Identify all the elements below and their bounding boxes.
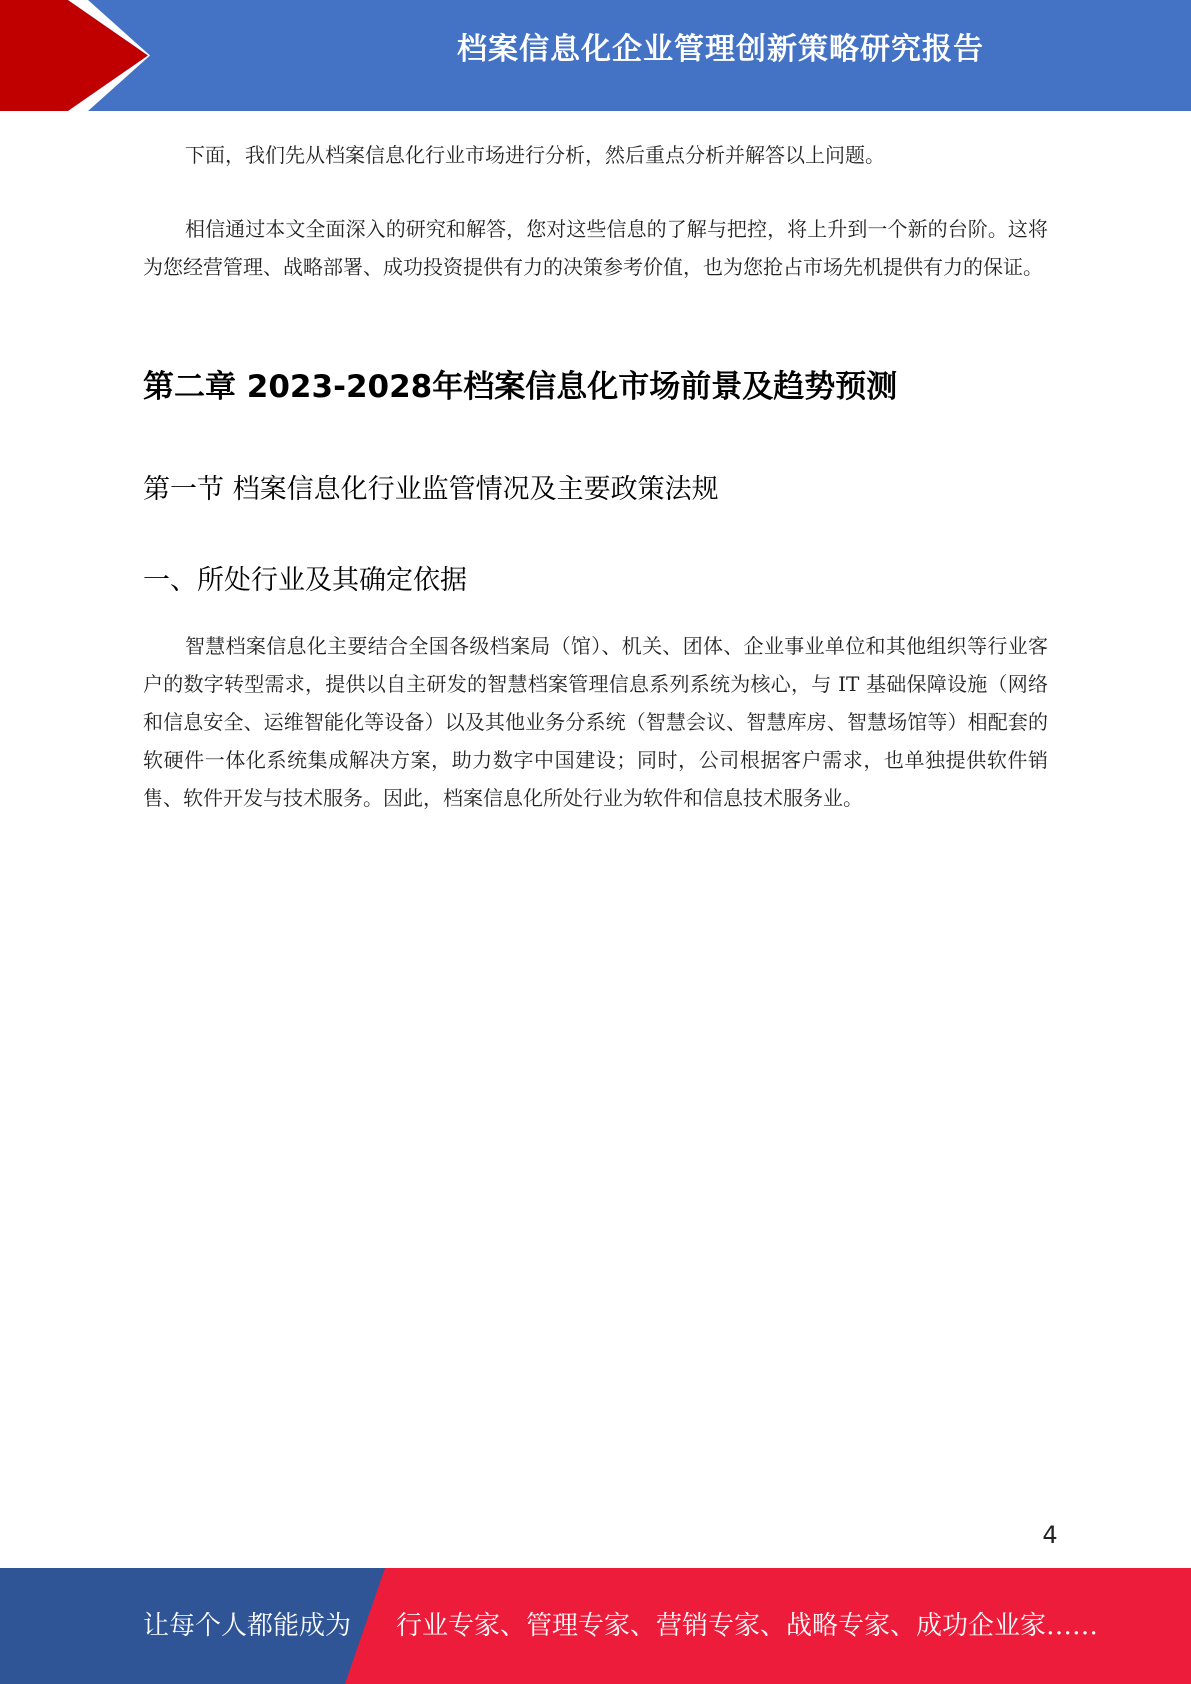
footer-slogan-left: 让每个人都能成为 bbox=[143, 1611, 352, 1641]
industry-description-paragraph: 智慧档案信息化主要结合全国各级档案局（馆）、机关、团体、企业事业单位和其他组织等行业客户的数字转型需求，提供以自主研发的智慧档案管理信息系列系统为核心，与 IT 基础保障设施（网络和信息安全、运维智能化等设备）以及其他业务分系统（智慧会议、智慧库房、智慧场馆等）相配套的软硬件一体化系统集成解决方案，助力数字中国建设；同时，公司根据客户需求，也单独提供软件销售、软件开发与技术服务。因此，档案信息化所处行业为软件和信息技术服务业。 bbox=[143, 634, 1048, 810]
header-chevron-decoration bbox=[0, 0, 160, 111]
footer-slogan-right: 行业专家、管理专家、营销专家、战略专家、成功企业家…… bbox=[396, 1611, 1099, 1641]
report-title: 档案信息化企业管理创新策略研究报告 bbox=[457, 32, 984, 67]
intro-paragraph: 下面，我们先从档案信息化行业市场进行分析，然后重点分析并解答以上问题。 bbox=[185, 143, 885, 167]
page-number: 4 bbox=[1042, 1521, 1058, 1549]
page-header bbox=[0, 0, 1191, 111]
purpose-paragraph: 相信通过本文全面深入的研究和解答，您对这些信息的了解与把控，将上升到一个新的台阶。这将为您经营管理、战略部署、成功投资提供有力的决策参考价值，也为您抢占市场先机提供有力的保证。 bbox=[143, 217, 1048, 279]
page-footer bbox=[0, 1568, 1191, 1684]
subsection-heading: 一、所处行业及其确定依据 bbox=[143, 565, 467, 596]
section-heading: 第一节 档案信息化行业监管情况及主要政策法规 bbox=[143, 474, 719, 505]
chapter-heading: 第二章 2023-2028年档案信息化市场前景及趋势预测 bbox=[143, 369, 898, 405]
